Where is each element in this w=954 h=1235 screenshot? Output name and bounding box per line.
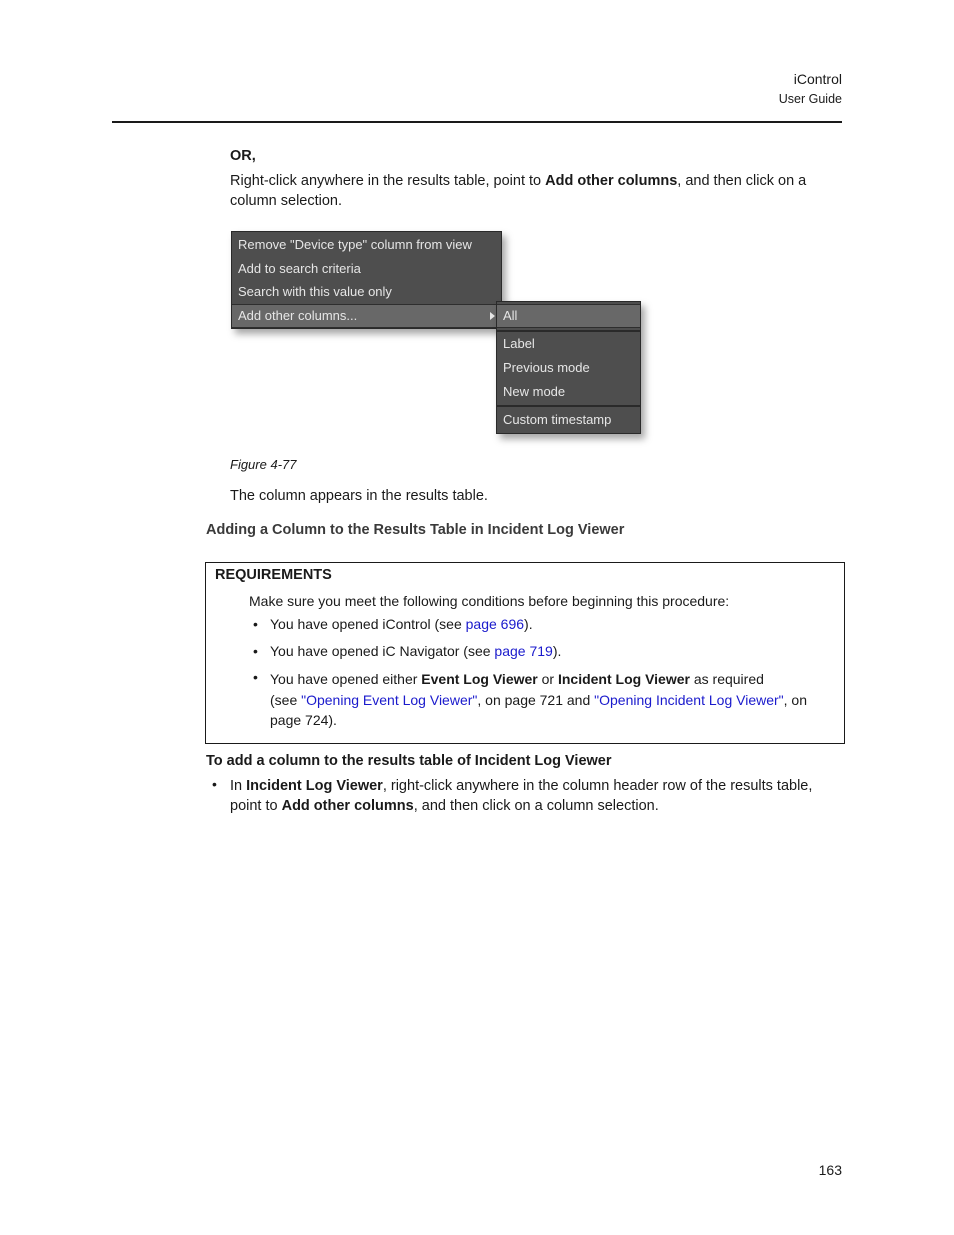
header-rule: [112, 121, 842, 123]
result-text: The column appears in the results table.: [230, 488, 488, 504]
bullet-icon: •: [253, 643, 258, 659]
context-menu: [231, 231, 502, 329]
page-link[interactable]: page 696: [465, 616, 525, 632]
page-link[interactable]: page 719: [494, 643, 553, 659]
menu-item-remove-column[interactable]: Remove "Device type" column from view: [238, 237, 472, 252]
submenu-item-new-mode[interactable]: New mode: [503, 384, 566, 399]
menu-item-search-value[interactable]: Search with this value only: [238, 284, 392, 299]
submenu-separator: [497, 405, 640, 407]
submenu-item-previous-mode[interactable]: Previous mode: [503, 360, 590, 375]
submenu-item-label[interactable]: Label: [503, 336, 535, 351]
submenu-item-all[interactable]: All: [497, 304, 640, 328]
procedure-title: To add a column to the results table of Incident Log Viewer: [206, 753, 612, 769]
requirements-heading: REQUIREMENTS: [215, 567, 332, 583]
procedure-step: In Incident Log Viewer, right-click anywhere in the column header row of the results table, point to Add other columns, and then click on a column selection.: [230, 778, 813, 814]
or-label: OR,: [230, 148, 256, 164]
header-title: iControl: [793, 71, 842, 87]
requirements-intro: Make sure you meet the following conditions before beginning this procedure:: [249, 593, 730, 609]
header-subtitle: User Guide: [778, 92, 842, 106]
bullet-icon: •: [253, 669, 258, 685]
requirement-item: You have opened iControl (see page 696).: [270, 616, 533, 632]
bullet-icon: •: [253, 616, 258, 632]
columns-submenu: [496, 301, 641, 434]
requirement-item: You have opened iC Navigator (see page 719).: [270, 643, 562, 659]
menu-item-add-to-search[interactable]: Add to search criteria: [238, 261, 361, 276]
requirement-item: You have opened either Event Log Viewer or Incident Log Viewer as required (see "Opening Event Log Viewer", on page 721 and "Opening Incident Log Viewer", on page 724).: [270, 671, 807, 728]
submenu-separator: [497, 330, 640, 332]
submenu-item-custom-timestamp[interactable]: Custom timestamp: [503, 412, 612, 427]
menu-item-add-other-columns[interactable]: [232, 304, 501, 328]
figure-caption: Figure 4-77: [230, 457, 297, 472]
page-number: 163: [818, 1162, 842, 1178]
opening-incident-log-viewer-link[interactable]: "Opening Incident Log Viewer": [594, 691, 784, 708]
intro-paragraph: Right-click anywhere in the results table, point to Add other columns, and then click on a column selection.: [230, 173, 807, 209]
section-title: Adding a Column to the Results Table in Incident Log Viewer: [206, 522, 625, 538]
submenu-arrow-icon: [490, 312, 495, 320]
menu-item-add-other-columns-label: Add other columns...: [238, 308, 358, 323]
bullet-icon: •: [212, 776, 217, 792]
opening-event-log-viewer-link[interactable]: "Opening Event Log Viewer": [301, 691, 478, 708]
